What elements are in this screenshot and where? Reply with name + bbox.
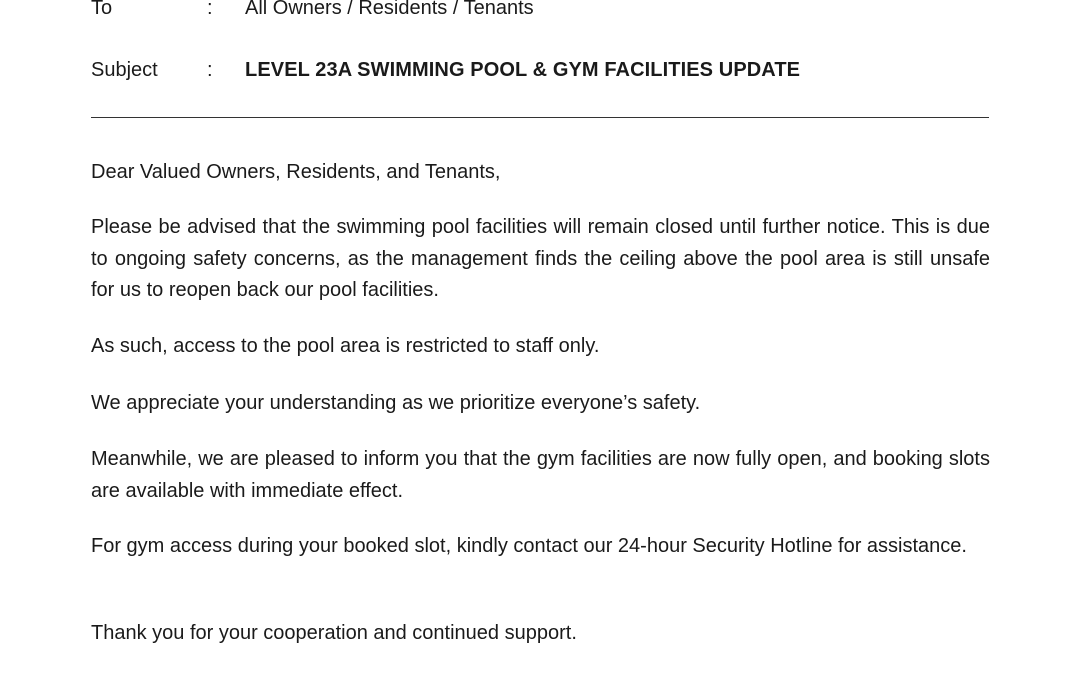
paragraph-appreciation: We appreciate your understanding as we prioritize everyone’s safety. xyxy=(91,392,701,414)
paragraph-closing: Thank you for your cooperation and continued support. xyxy=(91,622,577,644)
to-colon: : xyxy=(207,0,213,19)
subject-value: LEVEL 23A SWIMMING POOL & GYM FACILITIES UPDATE xyxy=(245,59,801,81)
to-value: All Owners / Residents / Tenants xyxy=(245,0,534,19)
to-label: To xyxy=(91,0,113,19)
paragraph-gym-open: Meanwhile, we are pleased to inform you that the gym facilities are now fully open, and booking slots are available with immediate effect. xyxy=(91,448,990,502)
paragraph-access-restricted: As such, access to the pool area is restricted to staff only. xyxy=(91,335,600,357)
header-divider xyxy=(91,117,989,118)
subject-colon: : xyxy=(207,59,213,81)
subject-label: Subject xyxy=(91,59,158,81)
paragraph-pool-closure: Please be advised that the swimming pool facilities will remain closed until further notice. This is due to ongoing safety concerns, as the management finds the ceiling above the pool area is still unsafe for us to reopen back our pool facilities. xyxy=(91,216,990,301)
salutation: Dear Valued Owners, Residents, and Tenants, xyxy=(91,161,501,183)
paragraph-gym-access: For gym access during your booked slot, kindly contact our 24-hour Security Hotline for assistance. xyxy=(91,535,967,557)
